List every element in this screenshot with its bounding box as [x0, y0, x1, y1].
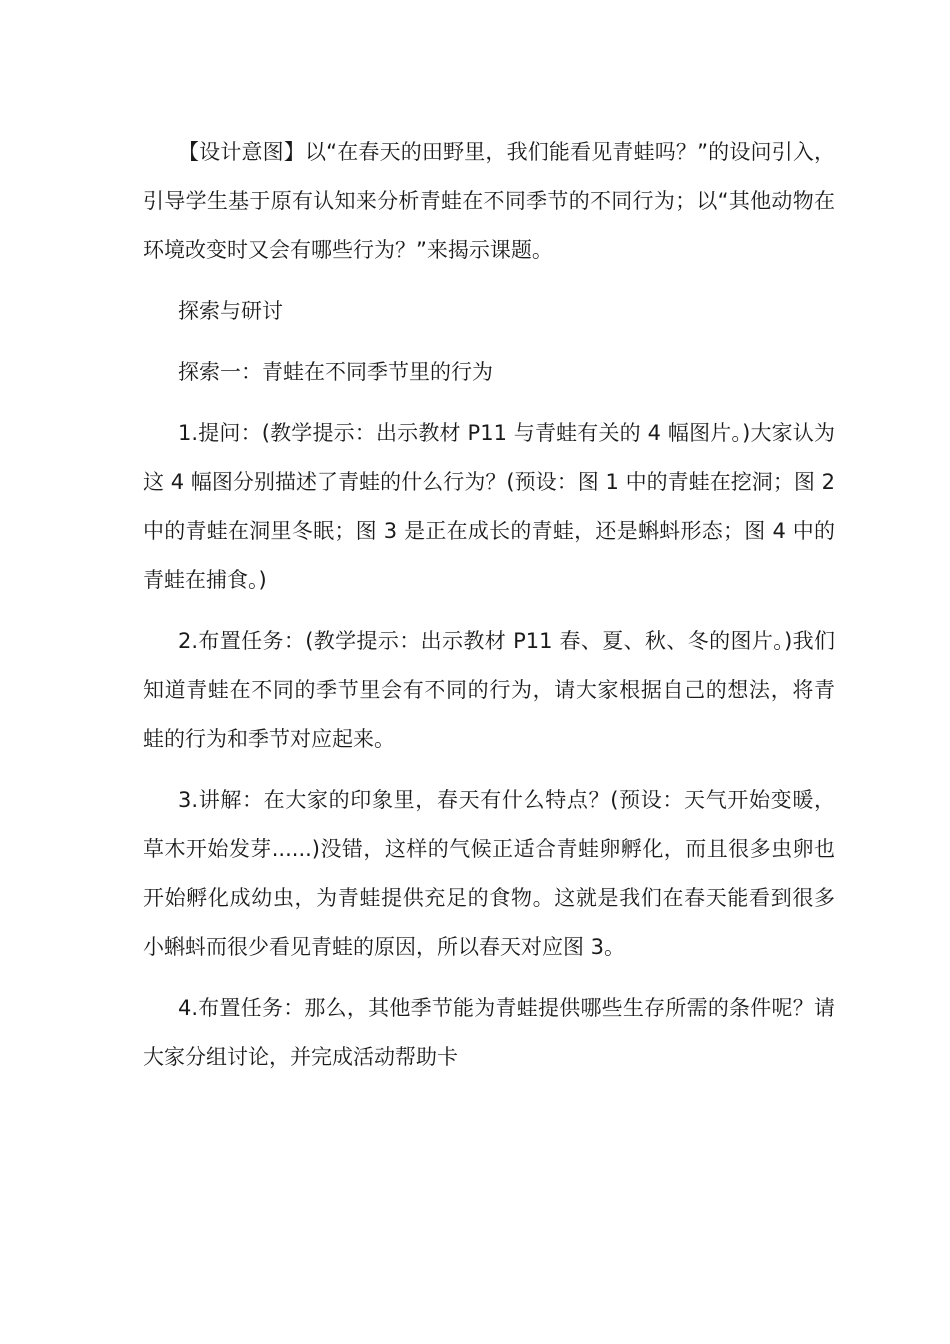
step-4-paragraph: 4.布置任务：那么，其他季节能为青蛙提供哪些生存所需的条件呢？请大家分组讨论，并完成活动帮助卡: [143, 996, 835, 1069]
section-heading-explore: 探索与研讨: [178, 299, 283, 323]
design-intent-paragraph: 【设计意图】以“在春天的田野里，我们能看见青蛙吗？”的设问引入，引导学生基于原有认知来分析青蛙在不同季节的不同行为；以“其他动物在环境改变时又会有哪些行为？”来揭示课题。: [143, 140, 835, 262]
step-1-paragraph: 1.提问：(教学提示：出示教材 P11 与青蛙有关的 4 幅图片。)大家认为这 4 幅图分别描述了青蛙的什么行为？(预设：图 1 中的青蛙在挖洞；图 2 中的青蛙在洞里冬眠；图 3 是正在成长的青蛙，还是蝌蚪形态；图 4 中的青蛙在捕食。): [143, 421, 835, 592]
subsection-heading-explore-one: 探索一：青蛙在不同季节里的行为: [178, 360, 493, 384]
step-2-paragraph: 2.布置任务：(教学提示：出示教材 P11 春、夏、秋、冬的图片。)我们知道青蛙在不同的季节里会有不同的行为，请大家根据自己的想法，将青蛙的行为和季节对应起来。: [143, 629, 835, 751]
document-body: [143, 128, 835, 1094]
step-3-paragraph: 3.讲解：在大家的印象里，春天有什么特点？(预设：天气开始变暖，草木开始发芽......)没错，这样的气候正适合青蛙卵孵化，而且很多虫卵也开始孵化成幼虫，为青蛙提供充足的食物。这就是我们在春天能看到很多小蝌蚪而很少看见青蛙的原因，所以春天对应图 3。: [143, 788, 835, 959]
